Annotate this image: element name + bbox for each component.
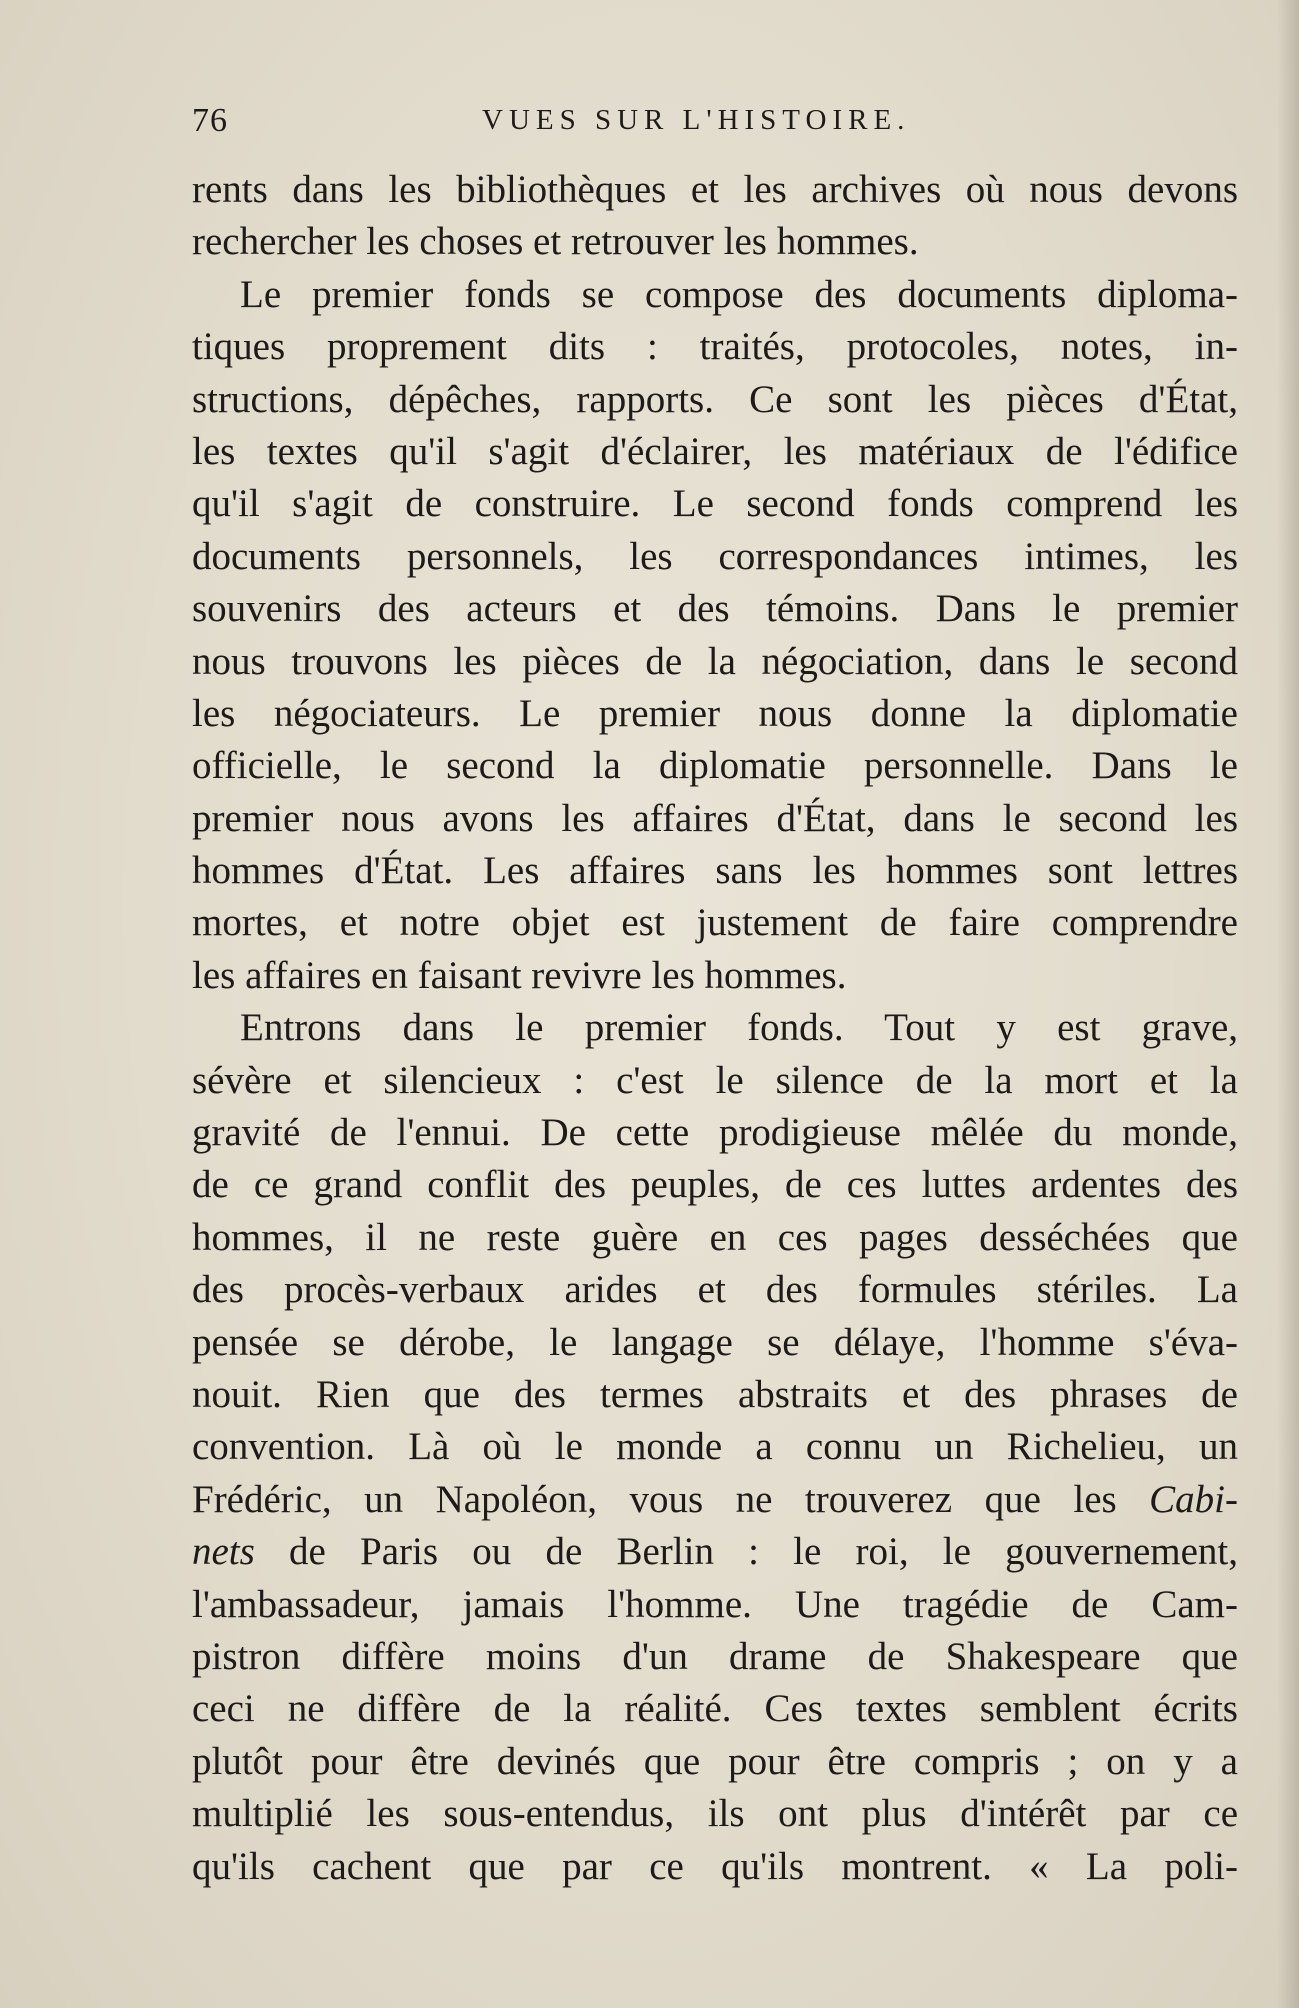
text-line: hommes d'État. Les affaires sans les hommes sont lettres <box>192 849 1238 893</box>
text-line: rechercher les choses et retrouver les hommes. <box>192 220 919 264</box>
running-title: VUES SUR L'HISTOIRE. <box>482 104 911 136</box>
text-line: convention. Là où le monde a connu un Richelieu, un <box>192 1425 1238 1469</box>
text-line: l'ambassadeur, jamais l'homme. Une tragédie de Cam- <box>192 1582 1238 1626</box>
text-line-segment: de Paris ou de Berlin : le roi, le gouvernement, <box>289 1530 1238 1574</box>
text-line: nouit. Rien que des termes abstraits et des phrases de <box>192 1372 1238 1416</box>
text-line: Le premier fonds se compose des documents diploma- <box>240 272 1238 316</box>
italic-word: nets <box>192 1530 255 1574</box>
text-line: gravité de l'ennui. De cette prodigieuse mêlée du monde, <box>192 1111 1238 1155</box>
text-line: hommes, il ne reste guère en ces pages desséchées que <box>192 1215 1238 1259</box>
text-line: des procès-verbaux arides et des formules stériles. La <box>192 1268 1238 1312</box>
text-line: sévère et silencieux : c'est le silence de la mort et la <box>192 1058 1238 1102</box>
text-line: les négociateurs. Le premier nous donne la diplomatie <box>192 691 1238 735</box>
text-line-segment: Frédéric, un Napoléon, vous ne trouverez que les <box>192 1477 1117 1521</box>
text-line: ceci ne diffère de la réalité. Ces textes semblent écrits <box>192 1687 1238 1731</box>
text-line: officielle, le second la diplomatie personnelle. Dans le <box>192 744 1238 788</box>
text-line: souvenirs des acteurs et des témoins. Dans le premier <box>192 587 1238 631</box>
text-line: plutôt pour être devinés que pour être compris ; on y a <box>192 1739 1238 1783</box>
body-text <box>192 164 1238 1893</box>
text-line: tiques proprement dits : traités, protocoles, notes, in- <box>192 325 1238 369</box>
italic-word: Cabi- <box>1149 1477 1238 1521</box>
text-line: documents personnels, les correspondances intimes, les <box>192 534 1238 578</box>
text-line: les affaires en faisant revivre les hommes. <box>192 953 847 997</box>
text-line: Entrons dans le premier fonds. Tout y est grave, <box>240 1006 1238 1050</box>
page-header <box>192 102 1232 146</box>
page-edge-shadow <box>1277 0 1299 2008</box>
text-line: multiplié les sous-entendus, ils ont plus d'intérêt par ce <box>192 1792 1238 1836</box>
text-line: de ce grand conflit des peuples, de ces luttes ardentes des <box>192 1163 1238 1207</box>
text-line: structions, dépêches, rapports. Ce sont les pièces d'État, <box>192 377 1238 421</box>
text-line: rents dans les bibliothèques et les archives où nous devons <box>192 168 1238 211</box>
text-line: mortes, et notre objet est justement de faire comprendre <box>192 901 1238 945</box>
text-line-with-italic <box>192 1526 1238 1578</box>
text-line: nous trouvons les pièces de la négociation, dans le second <box>192 639 1238 683</box>
text-line: pensée se dérobe, le langage se délaye, l'homme s'éva- <box>192 1320 1238 1364</box>
text-line-with-italic <box>192 1474 1238 1526</box>
text-line: premier nous avons les affaires d'État, dans le second les <box>192 796 1238 840</box>
text-line: qu'ils cachent que par ce qu'ils montrent. « La poli- <box>192 1844 1238 1888</box>
text-line: les textes qu'il s'agit d'éclairer, les matériaux de l'édifice <box>192 429 1238 473</box>
page-number: 76 <box>192 102 228 139</box>
text-line: qu'il s'agit de construire. Le second fonds comprend les <box>192 482 1238 526</box>
text-line: pistron diffère moins d'un drame de Shakespeare que <box>192 1634 1238 1678</box>
